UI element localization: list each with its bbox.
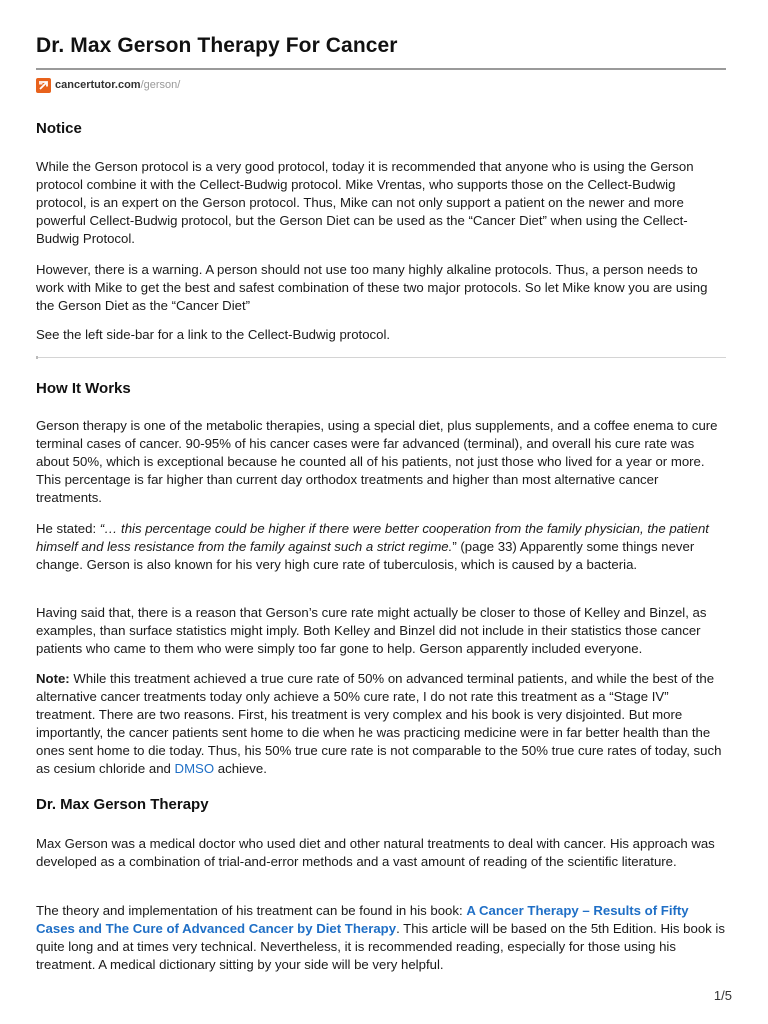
how-it-works-heading: How It Works (36, 380, 131, 397)
note-end: achieve. (214, 761, 267, 776)
notice-paragraph-3: See the left side-bar for a link to the Cellect-Budwig protocol. (36, 327, 391, 342)
how-it-works-note (36, 670, 726, 778)
therapy-paragraph-2 (36, 902, 726, 974)
section-divider (36, 357, 726, 358)
notice-heading: Notice (36, 120, 82, 137)
source-path: /gerson/ (140, 79, 181, 91)
book-rest: . This article will be based on the 5th Edition. His book is quite long and at times very technical. Nevertheless, it is recommended reading, especially for those using his treatment. A medical dictionary sitting by your side will be very helpful. (36, 921, 725, 972)
source-domain: cancertutor.com (55, 79, 141, 91)
note-text: While this treatment achieved a true cure rate of 50% on advanced terminal patients, and while the best of the alternative cancer treatments today only achieve a 50% cure rate, I do not rate this treatment as a “Stage IV” treatment. There are two reasons. First, his treatment is very complex and his book is very disjointed. But more importantly, the cancer patients sent home to die when he was practicing medicine were in far better health than the ones sent home to die today. Thus, his 50% true cure rate is not comparable to the 50% true cure rates of today, such as cesium chloride and (36, 671, 722, 776)
notice-paragraph-1: While the Gerson protocol is a very good protocol, today it is recommended that anyone who is using the Gerson protocol combine it with the Cellect-Budwig protocol. Mike Vrentas, who supports those on the Cellect-Budwig protocol, is an expert on the Gerson protocol. Thus, Mike can not only support a patient on the newer and more powerful Cellect-Budwig protocol, but the Gerson Diet can be used as the “Cancer Diet” when using the Cellect-Budwig Protocol. (36, 159, 694, 246)
gerson-quote: “… this percentage could be higher if there were better cooperation from the family physician, the patient himself and less resistance from the family against such a strict regime. (36, 521, 709, 554)
title-divider (36, 68, 726, 70)
how-it-works-paragraph-1: Gerson therapy is one of the metabolic therapies, using a special diet, plus supplements, and a coffee enema to cure terminal cases of cancer. 90-95% of his cancer cases were far advanced (terminal), and overall his cure rate was about 50%, which is exceptional because he counted all of his patients, not just those who lived for a year or more. This percentage is far higher than current day orthodox treatments and higher than most alternative cancer treatments. (36, 418, 718, 505)
page-number: 1/5 (713, 988, 732, 1003)
quote-lead: He stated: (36, 521, 100, 536)
page-title: Dr. Max Gerson Therapy For Cancer (36, 34, 398, 57)
book-link[interactable]: A Cancer Therapy – Results of Fifty Cases and The Cure of Advanced Cancer by Diet Therapy (36, 903, 689, 936)
therapy-heading: Dr. Max Gerson Therapy (36, 796, 209, 813)
notice-paragraph-2: However, there is a warning. A person should not use too many highly alkaline protocols. Thus, a person needs to work with Mike to get the best and safest combination of these two major protocols. So let Mike know you are using the Gerson Diet as the “Cancer Diet” (36, 262, 708, 313)
how-it-works-paragraph-3: Having said that, there is a reason that Gerson’s cure rate might actually be closer to those of Kelley and Binzel, as examples, than surface statistics might imply. Both Kelley and Binzel did not include in their statistics those cancer patients who came to them who were simply too far gone to help. Gerson apparently included everyone. (36, 605, 707, 656)
note-label: Note: (36, 671, 70, 686)
dmso-link[interactable]: DMSO (174, 761, 215, 776)
source-link[interactable] (36, 76, 180, 94)
how-it-works-paragraph-2 (36, 520, 726, 574)
share-arrow-icon (36, 78, 51, 93)
quote-rest: ” (page 33) Apparently some things never change. Gerson is also known for his very high cure rate of tuberculosis, which is caused by a bacteria. (36, 539, 695, 572)
book-lead: The theory and implementation of his treatment can be found in his book: (36, 903, 467, 918)
therapy-paragraph-1: Max Gerson was a medical doctor who used diet and other natural treatments to deal with cancer. His approach was developed as a combination of trial-and-error methods and a vast amount of reading of the scientific literature. (36, 836, 715, 869)
